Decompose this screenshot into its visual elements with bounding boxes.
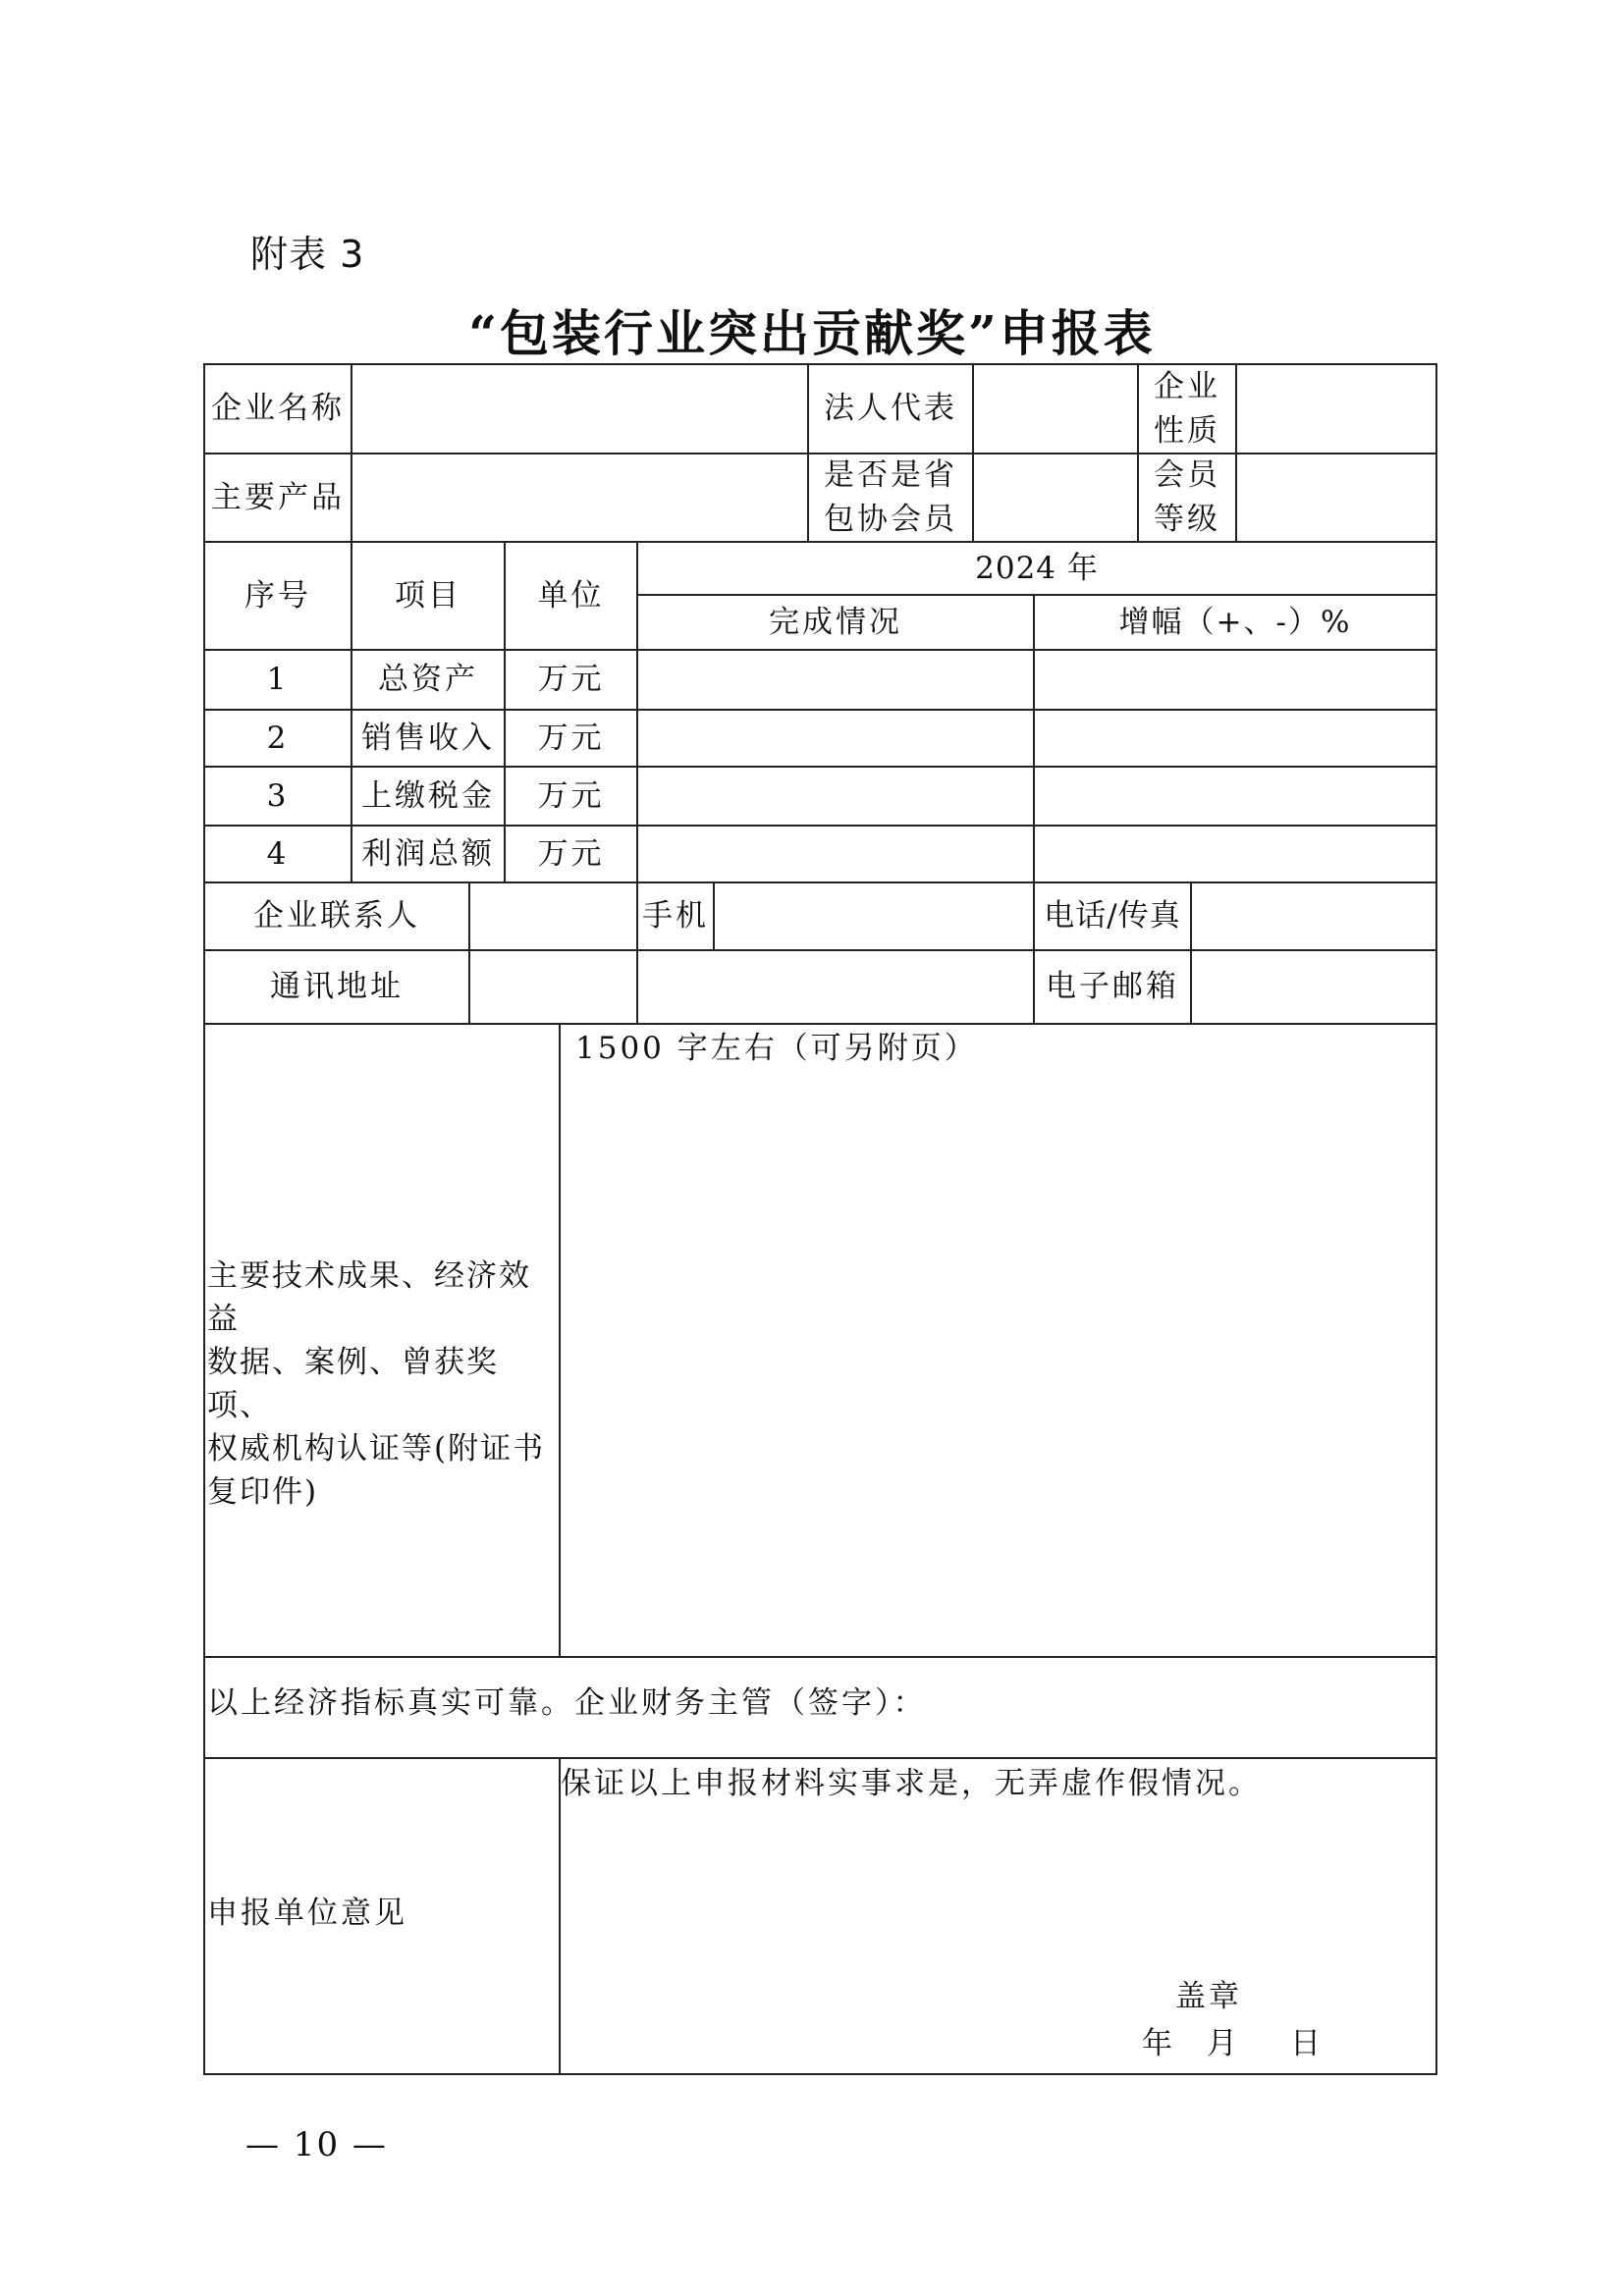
achievements-label-line: 权威机构认证等(附证书 xyxy=(207,1431,546,1468)
item-header: 项目 xyxy=(395,577,461,614)
achievements-field[interactable] xyxy=(561,1080,1434,1654)
page-number: — 10 — xyxy=(245,2125,388,2164)
form-title: “包装行业突出贡献奖”申报表 xyxy=(468,304,1156,362)
achievements-label-line: 复印件) xyxy=(207,1474,319,1511)
company-name-field[interactable] xyxy=(352,365,807,453)
achievements-label-line: 主要技术成果、经济效益 xyxy=(207,1258,531,1338)
attachment-label: 附表 3 xyxy=(250,233,365,276)
finance-statement: 以上经济指标真实可靠。企业财务主管（签字）： xyxy=(207,1685,927,1721)
stat-item: 上缴税金 xyxy=(361,777,495,814)
stat-growth-field[interactable] xyxy=(1035,711,1435,766)
phone-fax-field[interactable] xyxy=(1192,883,1435,949)
phone-fax-label: 电话/传真 xyxy=(1044,898,1181,934)
stat-completion-field[interactable] xyxy=(638,651,1033,709)
contact-person-field[interactable] xyxy=(470,883,636,949)
email-field[interactable] xyxy=(1192,951,1435,1023)
date-day: 日 xyxy=(1290,2026,1324,2061)
stat-unit: 万元 xyxy=(537,662,605,698)
stat-unit: 万元 xyxy=(537,777,605,814)
member-question-line2: 包协会员 xyxy=(824,502,957,537)
member-level-field[interactable] xyxy=(1237,454,1435,541)
stat-item: 总资产 xyxy=(378,662,478,698)
growth-header: 增幅（+、-）% xyxy=(1118,604,1352,640)
stat-unit: 万元 xyxy=(537,720,605,756)
achievements-hint: 1500 字左右（可另附页） xyxy=(575,1031,978,1066)
stat-item: 销售收入 xyxy=(361,720,495,756)
achievements-label-line: 数据、案例、曾获奖项、 xyxy=(207,1345,499,1424)
company-nature-field[interactable] xyxy=(1237,365,1435,453)
stat-seq: 1 xyxy=(266,662,290,698)
email-label: 电子邮箱 xyxy=(1046,969,1179,1005)
stat-unit: 万元 xyxy=(537,835,605,872)
stat-growth-field[interactable] xyxy=(1035,827,1435,881)
member-question-field[interactable] xyxy=(974,454,1137,541)
opinion-label: 申报单位意见 xyxy=(207,1896,407,1931)
legal-rep-field[interactable] xyxy=(974,365,1137,453)
achievements-label xyxy=(207,1255,557,1514)
date-month: 月 xyxy=(1207,2026,1240,2061)
stat-item: 利润总额 xyxy=(361,835,495,872)
stat-seq: 4 xyxy=(266,835,290,872)
guarantee-statement: 保证以上申报材料实事求是，无弄虚作假情况。 xyxy=(561,1766,1262,1801)
year-header: 2024 年 xyxy=(975,550,1099,586)
mobile-label: 手机 xyxy=(642,898,709,934)
member-level-label xyxy=(1139,454,1235,541)
member-level-line1: 会员 xyxy=(1154,457,1220,494)
main-products-label: 主要产品 xyxy=(211,479,345,515)
company-nature-line1: 企业 xyxy=(1154,368,1220,404)
contact-person-label: 企业联系人 xyxy=(253,898,420,934)
stat-seq: 2 xyxy=(266,720,290,756)
seq-header: 序号 xyxy=(244,577,311,614)
member-level-line2: 等级 xyxy=(1154,502,1220,537)
stat-completion-field[interactable] xyxy=(638,711,1033,766)
date-year: 年 xyxy=(1142,2026,1175,2061)
completion-header: 完成情况 xyxy=(769,604,902,640)
member-question-line1: 是否是省 xyxy=(824,457,957,494)
stat-completion-field[interactable] xyxy=(638,768,1033,825)
legal-rep-label: 法人代表 xyxy=(824,391,957,427)
stat-growth-field[interactable] xyxy=(1035,768,1435,825)
address-field[interactable] xyxy=(470,951,1033,1023)
stat-completion-field[interactable] xyxy=(638,827,1033,881)
address-label: 通讯地址 xyxy=(270,969,404,1005)
unit-header: 单位 xyxy=(537,577,605,614)
seal-label: 盖章 xyxy=(1175,1979,1242,2014)
main-products-field[interactable] xyxy=(352,454,807,541)
stat-growth-field[interactable] xyxy=(1035,651,1435,709)
stat-seq: 3 xyxy=(266,777,290,814)
company-name-label: 企业名称 xyxy=(211,391,345,427)
company-nature-label xyxy=(1139,365,1235,453)
mobile-field[interactable] xyxy=(715,883,1033,949)
member-question-label xyxy=(809,454,972,541)
company-nature-line2: 性质 xyxy=(1154,412,1220,449)
